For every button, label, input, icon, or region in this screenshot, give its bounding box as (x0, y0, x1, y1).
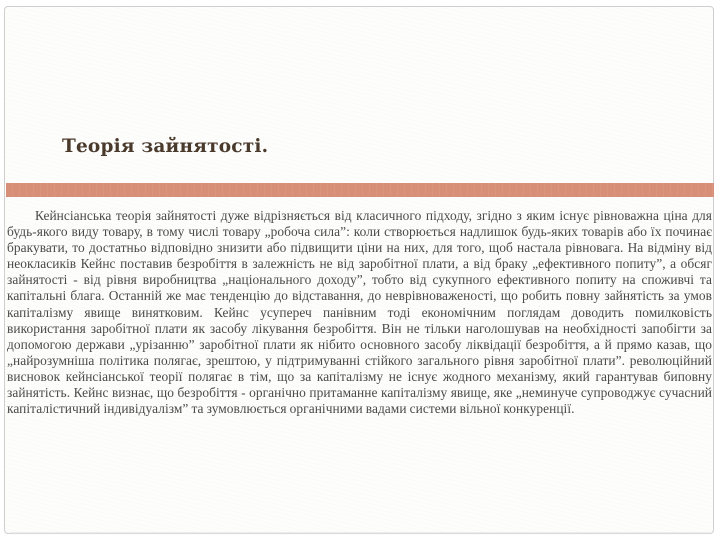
slide-shadow (10, 532, 710, 535)
title-accent-bar-texture (6, 183, 714, 197)
slide-title: Теорія зайнятості. (62, 136, 269, 157)
slide-body-text: Кейнсіанська теорія зайнятості дуже відрізняється від класичного підходу, згідно з яким існує рівноважна ціна для будь-якого виду товару, в тому числі товару „робоча сила”: коли створюється надлишок будь-яких товарів або їх починає бракувати, то достатньо відповідно знизити або підвищити ціни на них, для того, щоб настала рівновага. На відміну від неокласиків Кейнс поставив безробіття в залежність не від заробітної плати, а від браку „ефективного попиту”, а обсяг зайнятості - від рівня виробництва „національного доходу”, тобто від сукупного ефективного попиту на споживчі та капітальні блага. Останній же має тенденцію до відставання, до неврівноваженості, що робить повну зайнятість за умов капіталізму явище винятковим. Кейнс усупереч панівним тоді економічним поглядам доводить помилковість використання заробітної плати як засобу лікування безробіття. Він не тільки наголошував на необхідності запобігти за допомогою держави „урізанню” заробітної плати як нібито основного засобу ліквідації безробіття, а й прямо казав, що „найрозумніша політика полягає, зрештою, у підтримуванні стійкого загального рівня заробітної плати”. революційний висновок кейнсіанської теорії полягає в тім, що за капіталізму не існує жодного механізму, який гарантував биповну зайнятість. Кейнс визнає, що безробіття - органічно притаманне капіталізму явище, яке „неминуче супроводжує сучасний капіталістичний індивідуалізм” та зумовлюється органічними вадами системи вільної конкуренції. (7, 208, 712, 417)
